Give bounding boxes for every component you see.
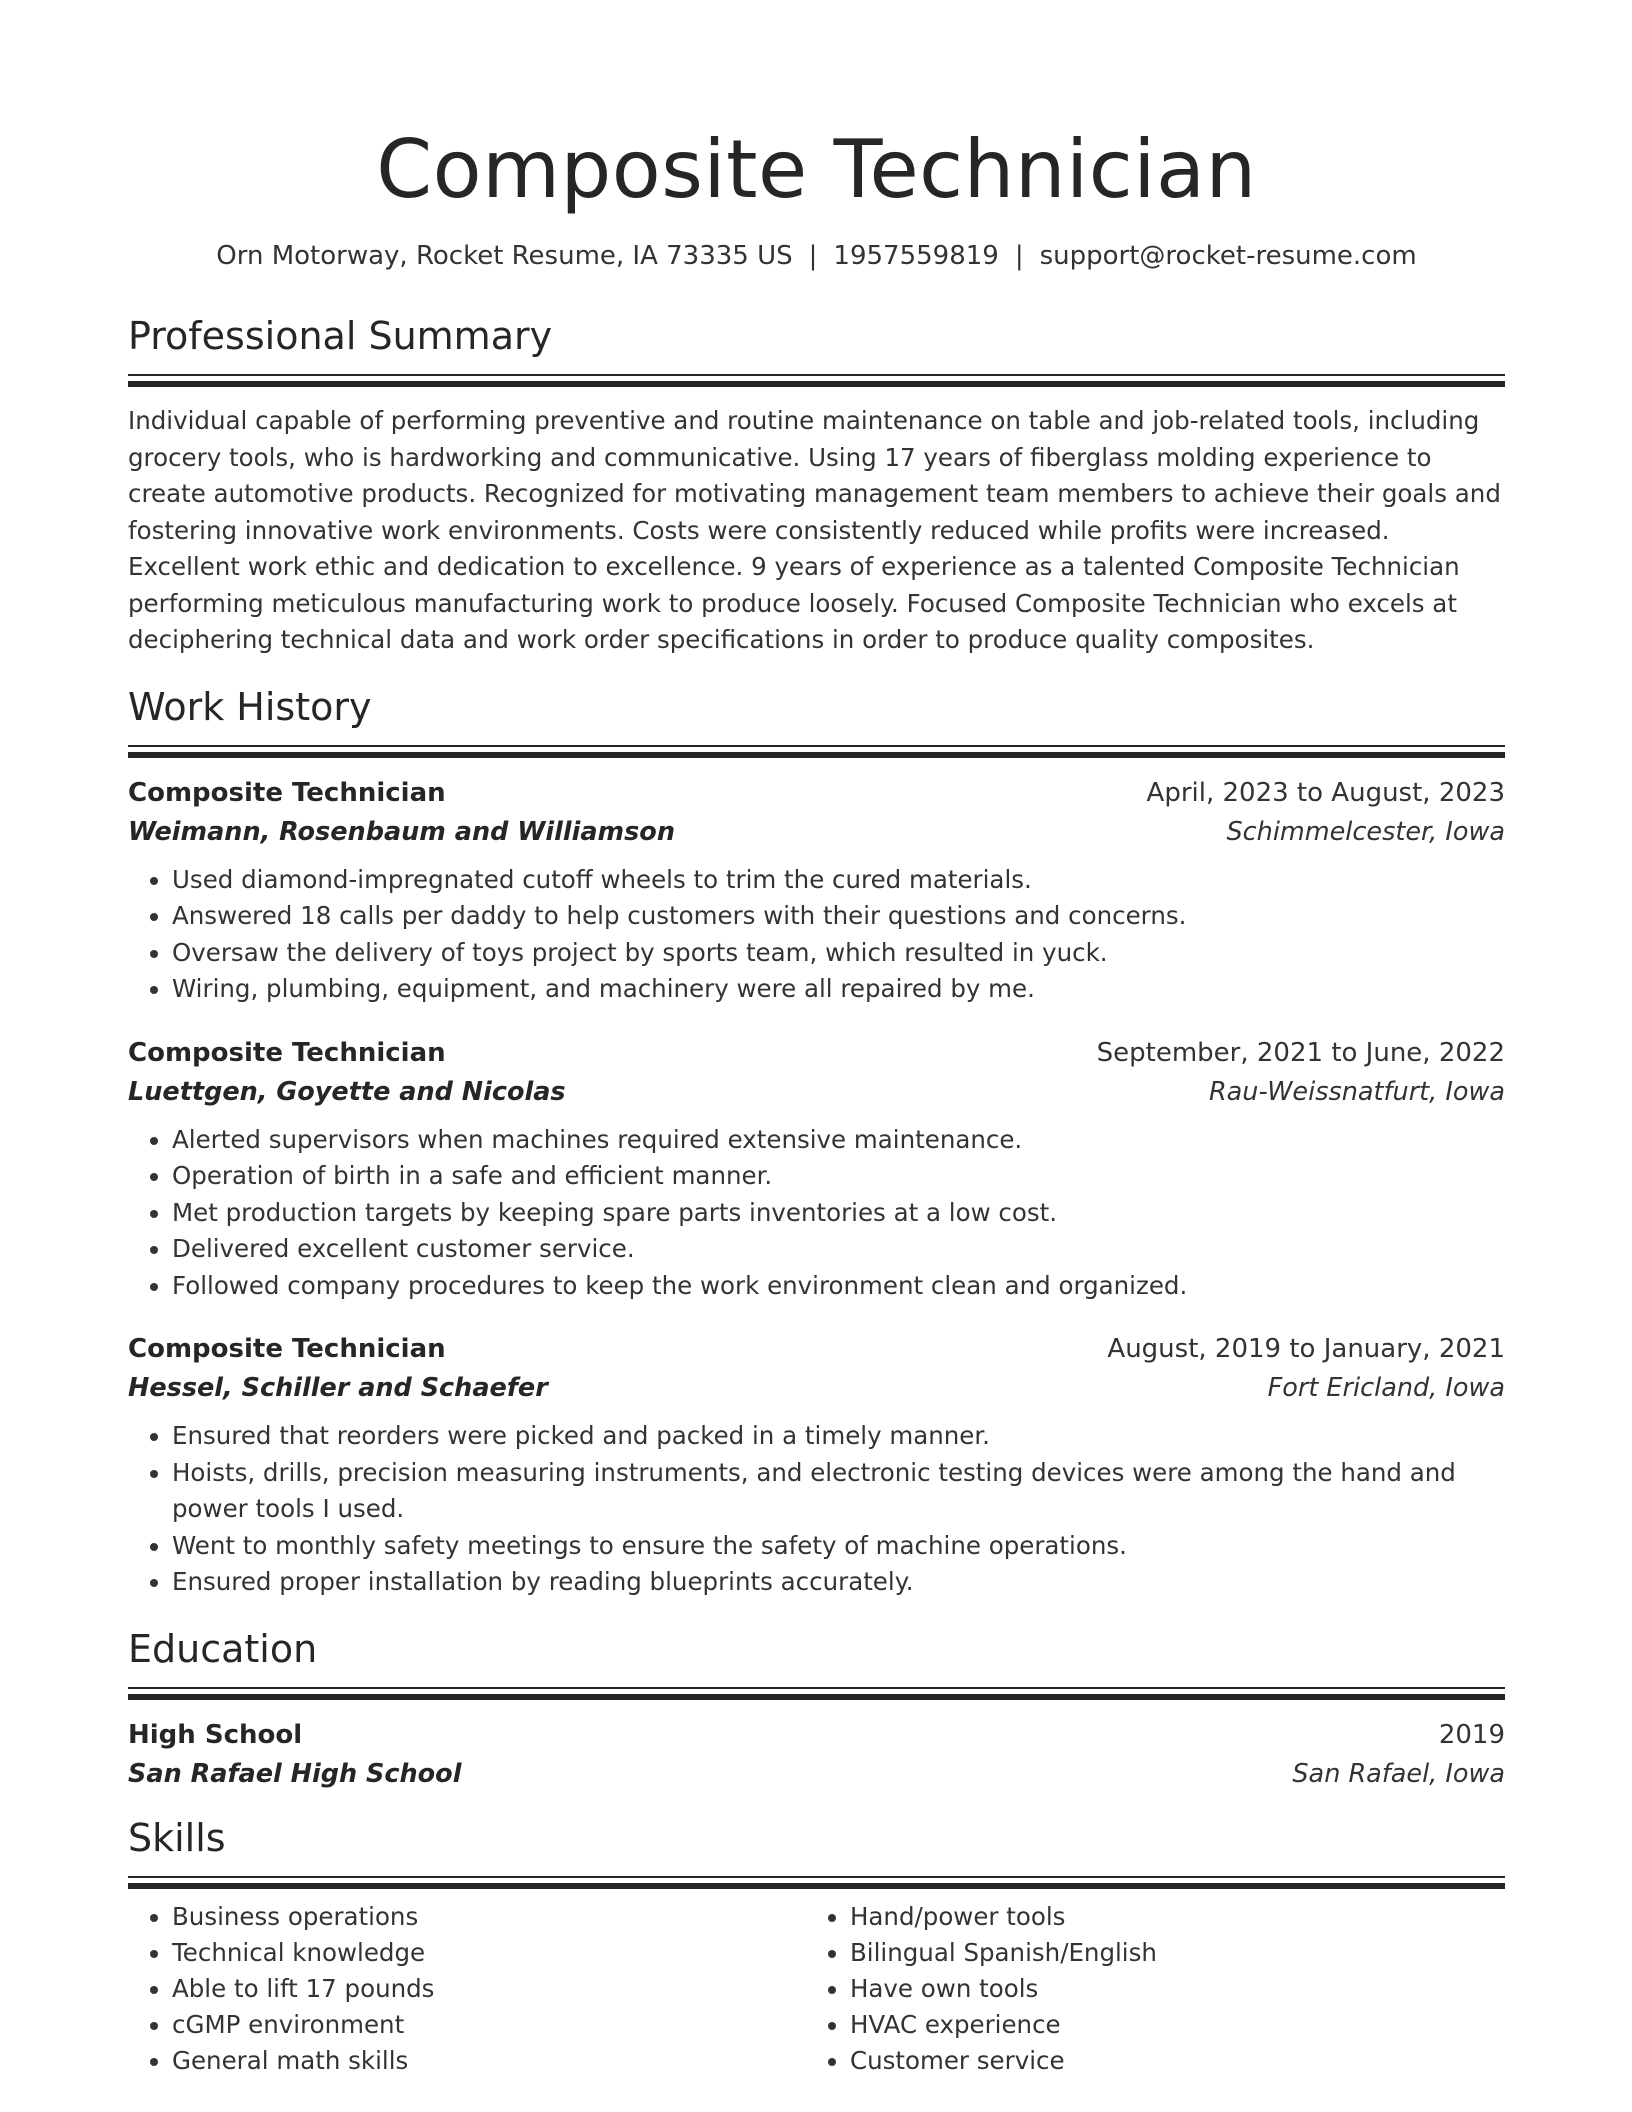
- job-header-row: [128, 1034, 1505, 1072]
- skill-item: • Hand/power tools: [850, 1899, 1484, 1935]
- skill-item: • HVAC experience: [850, 2007, 1484, 2043]
- skill-item: • cGMP environment: [172, 2007, 806, 2043]
- job-company-row: [128, 1072, 1505, 1112]
- education-entry: [128, 1716, 1505, 1794]
- summary-section: [128, 312, 1505, 659]
- list-item: • Hoists, drills, precision measuring instruments, and electronic testing devices were among the hand and power tools I used.: [172, 1455, 1505, 1528]
- job-location: Schimmelcester, Iowa: [1226, 816, 1505, 847]
- section-title-education: Education: [128, 1626, 318, 1671]
- list-item: • Oversaw the delivery of toys project by sports team, which resulted in yuck.: [172, 935, 1505, 972]
- list-item: • Operation of birth in a safe and efficient manner.: [172, 1158, 1505, 1195]
- skill-item: • Business operations: [172, 1899, 806, 1935]
- contact-line: [128, 238, 1505, 274]
- contact-separator: |: [808, 241, 818, 271]
- skills-list-left: [128, 1899, 806, 2079]
- list-item: • Went to monthly safety meetings to ensure the safety of machine operations.: [172, 1528, 1505, 1565]
- section-title-skills: Skills: [128, 1815, 226, 1860]
- section-title-summary: Professional Summary: [128, 314, 553, 358]
- resume-page: [128, 0, 1505, 2079]
- skill-item: • Technical knowledge: [172, 1935, 806, 1971]
- job-dates: April, 2023 to August, 2023: [1146, 777, 1505, 808]
- list-item: • Alerted supervisors when machines required extensive maintenance.: [172, 1122, 1505, 1159]
- job-company: Hessel, Schiller and Schaefer: [128, 1373, 548, 1403]
- list-item: • Ensured that reorders were picked and packed in a timely manner.: [172, 1418, 1505, 1455]
- skills-section: [128, 1814, 1505, 2079]
- job-dates: September, 2021 to June, 2022: [1096, 1037, 1505, 1068]
- list-item: • Met production targets by keeping spare parts inventories at a low cost.: [172, 1195, 1505, 1232]
- section-divider: [128, 1687, 1505, 1700]
- skill-item: • General math skills: [172, 2043, 806, 2079]
- skills-list-right: [806, 1899, 1484, 2079]
- education-degree: High School: [128, 1719, 303, 1750]
- list-item: • Answered 18 calls per daddy to help customers with their questions and concerns.: [172, 898, 1505, 935]
- skills-columns: [128, 1899, 1505, 2079]
- job-entry: [128, 774, 1505, 1008]
- skill-item: • Bilingual Spanish/English: [850, 1935, 1484, 1971]
- education-location: San Rafael, Iowa: [1292, 1758, 1505, 1789]
- job-company-row: [128, 812, 1505, 852]
- list-item: • Followed company procedures to keep the work environment clean and organized.: [172, 1268, 1505, 1305]
- job-bullets: [128, 1418, 1505, 1601]
- job-company: Weimann, Rosenbaum and Williamson: [128, 816, 675, 847]
- job-company-row: [128, 1368, 1505, 1408]
- list-item: • Used diamond-impregnated cutoff wheels to trim the cured materials.: [172, 862, 1505, 899]
- work-history-section: [128, 683, 1505, 1601]
- job-entry: [128, 1330, 1505, 1601]
- job-bullets: [128, 862, 1505, 1008]
- job-location: Fort Ericland, Iowa: [1267, 1373, 1505, 1403]
- job-location: Rau-Weissnatfurt, Iowa: [1208, 1076, 1505, 1107]
- education-year: 2019: [1438, 1719, 1505, 1750]
- section-divider: [128, 1876, 1505, 1889]
- job-title: Composite Technician: [128, 1037, 446, 1068]
- job-title: Composite Technician: [128, 777, 446, 808]
- skill-item: • Have own tools: [850, 1971, 1484, 2007]
- section-title-work-history: Work History: [128, 684, 372, 729]
- list-item: • Delivered excellent customer service.: [172, 1231, 1505, 1268]
- education-school-row: [128, 1754, 1505, 1794]
- education-section: [128, 1625, 1505, 1794]
- contact-address: Orn Motorway, Rocket Resume, IA 73335 US: [216, 241, 793, 271]
- section-divider: [128, 374, 1505, 387]
- summary-text: Individual capable of performing preventive and routine maintenance on table and job-related tools, including grocery tools, who is hardworking and communicative. Using 17 years of fiberglass molding experience to create automotive products. Recognized for motivating management team members to achieve their goals and fostering innovative work environments. Costs were consistently reduced while profits were increased. Excellent work ethic and dedication to excellence. 9 years of experience as a talented Composite Technician performing meticulous manufacturing work to produce loosely. Focused Composite Technician who excels at deciphering technical data and work order specifications in order to produce quality composites.: [128, 406, 1501, 654]
- job-header-row: [128, 1330, 1505, 1368]
- skill-item: • Customer service: [850, 2043, 1484, 2079]
- list-item: • Wiring, plumbing, equipment, and machinery were all repaired by me.: [172, 971, 1505, 1008]
- job-entry: [128, 1034, 1505, 1305]
- skill-item: • Able to lift 17 pounds: [172, 1971, 806, 2007]
- job-header-row: [128, 774, 1505, 812]
- job-bullets: [128, 1122, 1505, 1305]
- job-company: Luettgen, Goyette and Nicolas: [128, 1076, 566, 1107]
- contact-phone: 1957559819: [833, 241, 999, 271]
- contact-separator: |: [1014, 241, 1024, 271]
- contact-email: support@rocket-resume.com: [1039, 241, 1417, 271]
- education-header-row: [128, 1716, 1505, 1754]
- list-item: • Ensured proper installation by reading blueprints accurately.: [172, 1564, 1505, 1601]
- education-school: San Rafael High School: [128, 1758, 462, 1789]
- section-divider: [128, 745, 1505, 758]
- job-title: Composite Technician: [128, 1334, 446, 1364]
- job-dates: August, 2019 to January, 2021: [1107, 1334, 1505, 1364]
- candidate-name: Composite Technician: [376, 123, 1257, 216]
